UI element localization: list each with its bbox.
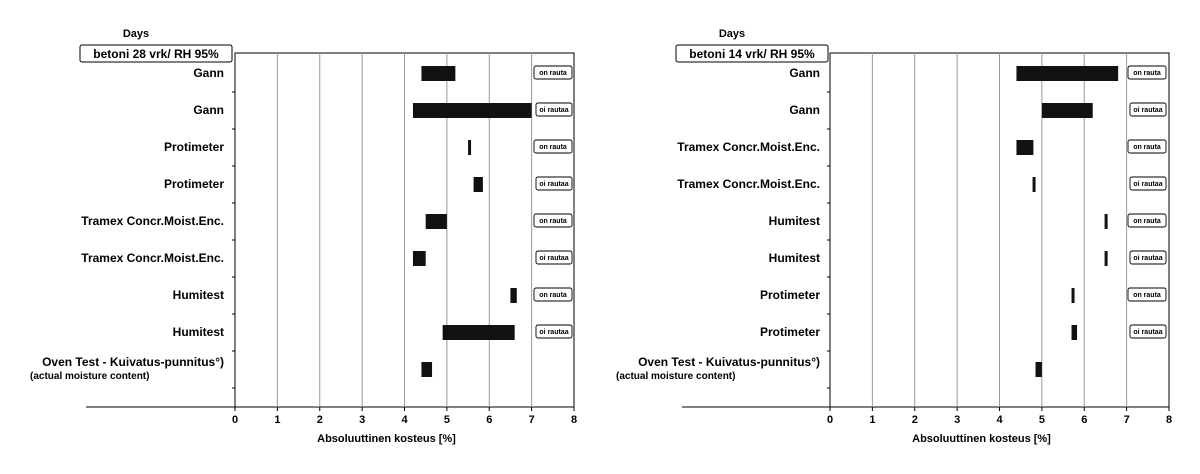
range-bar bbox=[413, 103, 532, 118]
tag-label: oi rautaa bbox=[1133, 255, 1163, 262]
range-bar bbox=[1033, 177, 1036, 192]
x-tick-label: 7 bbox=[528, 414, 535, 426]
x-tick-label: 3 bbox=[359, 414, 366, 426]
x-tick-label: 0 bbox=[231, 414, 239, 426]
x-tick-label: 5 bbox=[443, 414, 450, 426]
tag-label: oi rautaa bbox=[539, 255, 569, 262]
x-tick-label: 3 bbox=[954, 414, 961, 426]
row-label: Tramex Concr.Moist.Enc. bbox=[81, 214, 224, 228]
row-label: Humitest bbox=[768, 214, 820, 228]
chart-1 bbox=[30, 28, 577, 445]
tag-label: on rauta bbox=[539, 292, 567, 299]
row-label: Gann bbox=[193, 103, 224, 117]
row-label: Tramex Concr.Moist.Enc. bbox=[81, 251, 224, 265]
tag-label: on rauta bbox=[1133, 292, 1161, 299]
row-label: Gann bbox=[789, 66, 820, 80]
tag-label: oi rautaa bbox=[1133, 181, 1163, 188]
range-bar bbox=[421, 362, 432, 377]
range-bar bbox=[1016, 66, 1118, 81]
range-bar bbox=[1105, 251, 1108, 266]
row-label: Gann bbox=[789, 103, 820, 117]
x-axis-label: Absoluuttinen kosteus [%] bbox=[317, 433, 456, 445]
x-tick-label: 6 bbox=[1081, 414, 1088, 426]
x-tick-label: 1 bbox=[869, 414, 876, 426]
x-tick-label: 5 bbox=[1038, 414, 1045, 426]
tag-label: on rauta bbox=[539, 144, 567, 151]
range-bar bbox=[426, 214, 447, 229]
row-label: Gann bbox=[193, 66, 224, 80]
row-label: Oven Test - Kuivatus-punnitus°) bbox=[42, 355, 224, 369]
x-tick-label: 1 bbox=[274, 414, 281, 426]
tag-label: on rauta bbox=[1133, 218, 1161, 225]
range-bar bbox=[1105, 214, 1108, 229]
x-tick-label: 8 bbox=[1165, 414, 1173, 426]
chart-title: betoni 28 vrk/ RH 95% bbox=[93, 47, 219, 61]
row-label: Humitest bbox=[172, 288, 224, 302]
range-bar bbox=[474, 177, 483, 192]
row-label: Oven Test - Kuivatus-punnitus°) bbox=[638, 355, 820, 369]
x-tick-label: 8 bbox=[570, 414, 578, 426]
tag-label: on rauta bbox=[1133, 70, 1161, 77]
range-bar bbox=[421, 66, 455, 81]
x-tick-label: 4 bbox=[401, 414, 408, 426]
row-label: Protimeter bbox=[163, 140, 224, 154]
chart-header: Days bbox=[718, 28, 746, 40]
row-label: Protimeter bbox=[759, 325, 820, 339]
tag-label: on rauta bbox=[539, 70, 567, 77]
x-tick-label: 7 bbox=[1123, 414, 1130, 426]
row-sublabel: (actual moisture content) bbox=[30, 371, 150, 382]
x-tick-label: 0 bbox=[826, 414, 834, 426]
x-tick-label: 2 bbox=[911, 414, 918, 426]
row-sublabel: (actual moisture content) bbox=[616, 371, 736, 382]
x-tick-label: 6 bbox=[486, 414, 493, 426]
row-label: Protimeter bbox=[759, 288, 820, 302]
x-axis-label: Absoluuttinen kosteus [%] bbox=[912, 433, 1051, 445]
row-label: Humitest bbox=[768, 251, 820, 265]
tag-label: oi rautaa bbox=[539, 181, 569, 188]
range-bar bbox=[510, 288, 516, 303]
tag-label: on rauta bbox=[539, 218, 567, 225]
range-bar bbox=[443, 325, 515, 340]
range-bar bbox=[1016, 140, 1033, 155]
x-tick-label: 4 bbox=[996, 414, 1003, 426]
tag-label: oi rautaa bbox=[539, 107, 569, 114]
row-label: Tramex Concr.Moist.Enc. bbox=[677, 177, 820, 191]
row-label: Tramex Concr.Moist.Enc. bbox=[677, 140, 820, 154]
tag-label: oi rautaa bbox=[1133, 107, 1163, 114]
range-bar bbox=[1072, 325, 1078, 340]
tag-label: oi rautaa bbox=[539, 329, 569, 336]
chart-title: betoni 14 vrk/ RH 95% bbox=[689, 47, 815, 61]
chart-header: Days bbox=[122, 28, 150, 40]
x-tick-label: 2 bbox=[316, 414, 323, 426]
tag-label: on rauta bbox=[1133, 144, 1161, 151]
range-bar bbox=[1042, 103, 1093, 118]
tag-label: oi rautaa bbox=[1133, 329, 1163, 336]
row-label: Protimeter bbox=[163, 177, 224, 191]
range-bar bbox=[1036, 362, 1042, 377]
range-bar bbox=[413, 251, 426, 266]
range-bar bbox=[468, 140, 471, 155]
row-label: Humitest bbox=[172, 325, 224, 339]
range-bar bbox=[1072, 288, 1075, 303]
chart-2 bbox=[616, 28, 1172, 445]
